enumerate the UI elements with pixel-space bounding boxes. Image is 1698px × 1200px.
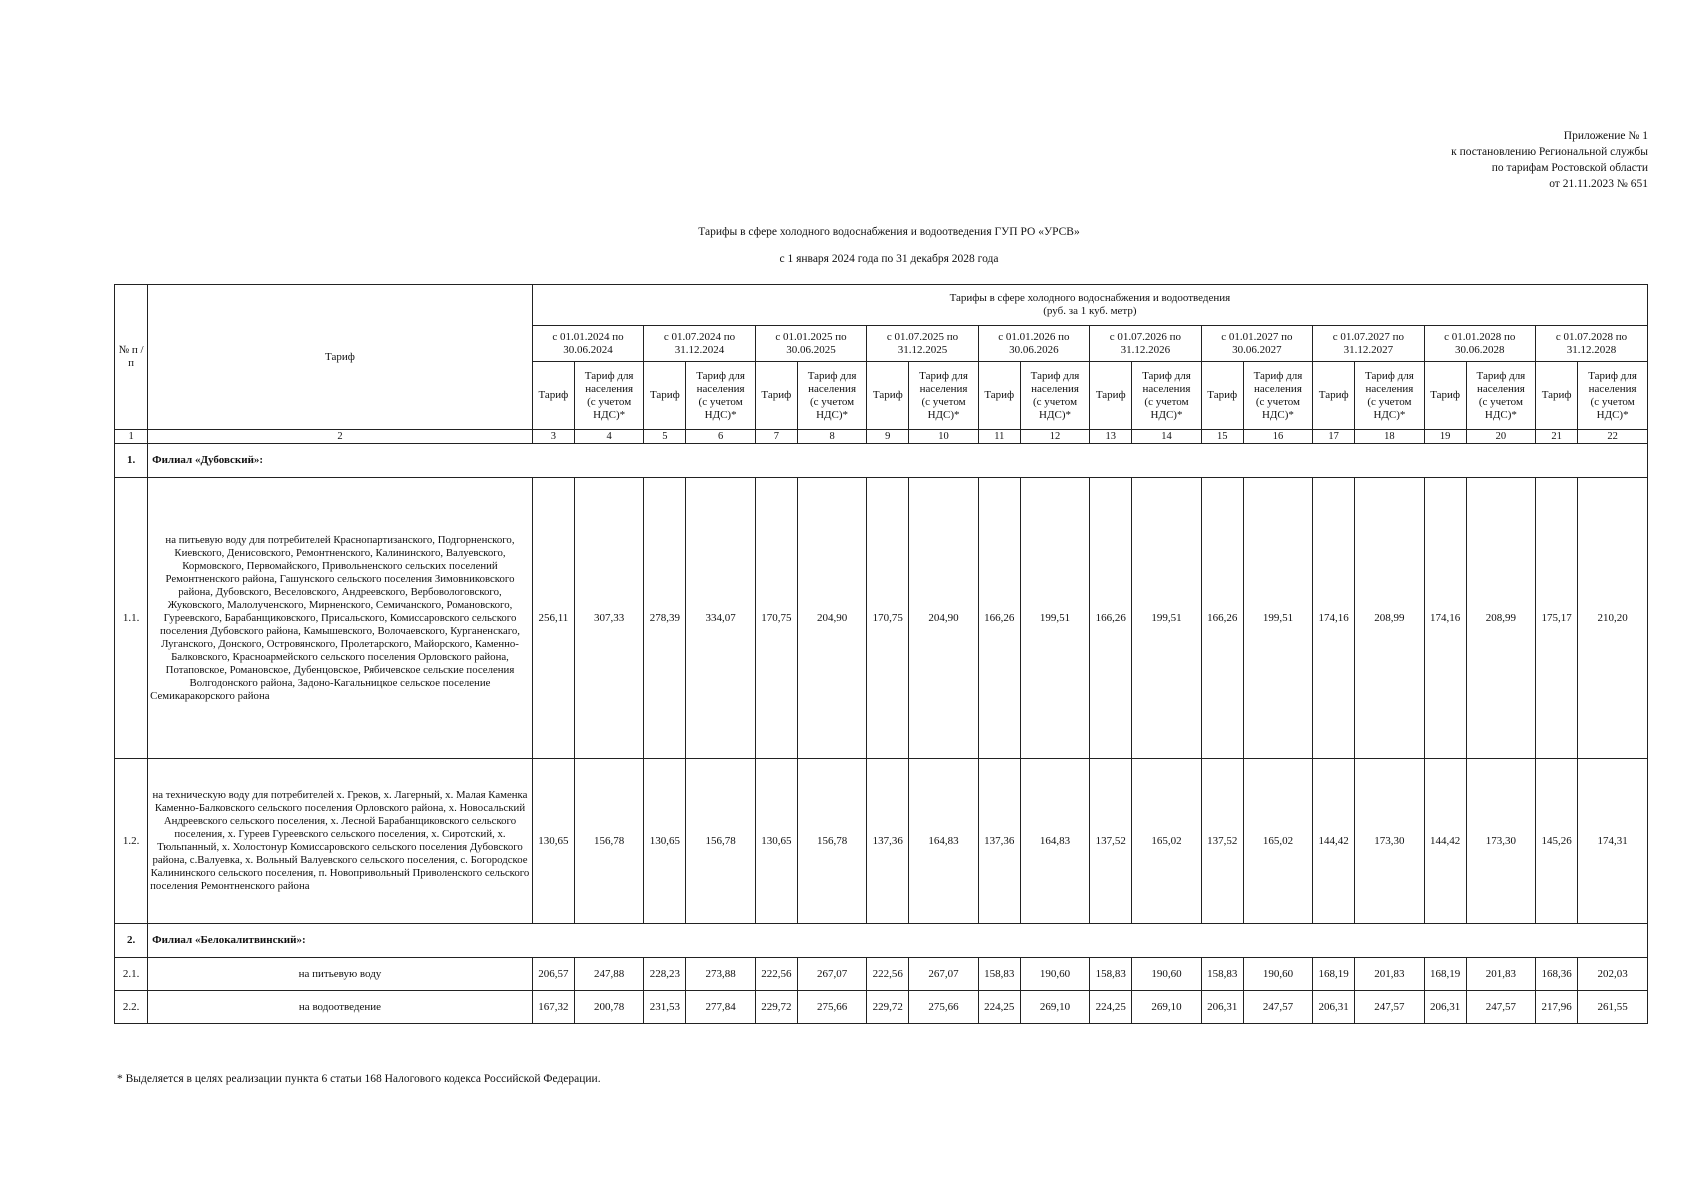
row-number: 2.2.: [115, 991, 148, 1024]
value-cell: 156,78: [797, 759, 866, 924]
period-header: [978, 326, 1089, 362]
row-number: 1.1.: [115, 478, 148, 759]
subheader-line: НДС)*: [704, 408, 737, 421]
value-cell: 201,83: [1355, 958, 1424, 991]
value-cell: 267,07: [797, 958, 866, 991]
header-group-line-2: (руб. за 1 куб. метр): [1043, 305, 1137, 317]
branch-row-2: [115, 924, 1648, 958]
column-number: 21: [1536, 430, 1578, 444]
column-number: 22: [1578, 430, 1648, 444]
value-cell: 222,56: [755, 958, 797, 991]
table-row: [115, 478, 1648, 759]
value-cell: 206,31: [1424, 991, 1466, 1024]
footnote: * Выделяется в целях реализации пункта 6 статьи 168 Налогового кодекса Российской Федерации.: [117, 1073, 601, 1085]
subheader-population-tariff: [1466, 362, 1535, 430]
table-row: [115, 958, 1648, 991]
header-group-line-1: Тарифы в сфере холодного водоснабжения и водоотведения: [949, 292, 1231, 304]
period-header: [1201, 326, 1312, 362]
value-cell: 206,31: [1313, 991, 1355, 1024]
subheader-population-tariff: [1132, 362, 1201, 430]
value-cell: 208,99: [1466, 478, 1535, 759]
value-cell: 229,72: [755, 991, 797, 1024]
value-cell: 167,32: [532, 991, 574, 1024]
column-number: 18: [1355, 430, 1424, 444]
value-cell: 277,84: [686, 991, 755, 1024]
value-cell: 217,96: [1536, 991, 1578, 1024]
column-number: 13: [1090, 430, 1132, 444]
subheader-line: (с учетом: [1144, 395, 1189, 408]
period-to: 31.12.2024: [674, 343, 725, 356]
subheader-line: населения: [808, 382, 856, 395]
subheader-tariff: Тариф: [532, 362, 574, 430]
subheader-line: Тариф для: [1253, 369, 1303, 382]
value-cell: 199,51: [1132, 478, 1201, 759]
row-description: на питьевую воду для потребителей Краснопартизанского, Подгорненского, Киевского, Денисовского, Ремонтненского, Калининского, Валуевского, Кормовского, Первомайского, Привольненского сельских поселений Ремонтненского района, Гашунского сельского поселения Зимовниковского района, Дубовского, Веселовского, Андреевского, Вербовологовского, Жуковского, Малолученского, Мирненского, Семичанского, Романовского, Гуреевского, Барабанщиковского, Присальского, Комиссаровского сельского поселения Дубовского района, Камышевского, Волочаевского, Курганенскаго, Луганского, Донского, Островянского, Пролетарского, Майорского, Каменно-Балковского, Красноармейского сельского поселения Орловского района, Потаповское, Романовское, Дубенцовское, Рябичевское сельские поселения Волгодонского района, Задоно-Кагальницкое сельское поселение Семикаракорского района: [148, 478, 533, 759]
subheader-line: населения: [585, 382, 634, 395]
column-number: 1: [115, 430, 148, 444]
period-header: [644, 326, 755, 362]
value-cell: 190,60: [1243, 958, 1312, 991]
subheader-population-tariff: [1243, 362, 1312, 430]
value-cell: 275,66: [909, 991, 978, 1024]
column-number: 17: [1313, 430, 1355, 444]
period-header: [755, 326, 866, 362]
appendix-header: [1451, 128, 1648, 192]
subheader-line: НДС)*: [593, 408, 626, 421]
period-header: [1313, 326, 1424, 362]
subheader-line: населения: [1254, 382, 1302, 395]
table-row: [115, 991, 1648, 1024]
value-cell: 224,25: [978, 991, 1020, 1024]
column-number: 7: [755, 430, 797, 444]
value-cell: 334,07: [686, 478, 755, 759]
value-cell: 130,65: [644, 759, 686, 924]
value-cell: 231,53: [644, 991, 686, 1024]
column-number: 9: [867, 430, 909, 444]
value-cell: 170,75: [755, 478, 797, 759]
value-cell: 247,88: [574, 958, 643, 991]
period-header: [1090, 326, 1201, 362]
appendix-line-4: от 21.11.2023 № 651: [1549, 178, 1648, 190]
document-subtitle: с 1 января 2024 года по 31 декабря 2028 года: [779, 253, 999, 265]
value-cell: 174,16: [1424, 478, 1466, 759]
column-number: 12: [1020, 430, 1089, 444]
value-cell: 173,30: [1355, 759, 1424, 924]
value-cell: 273,88: [686, 958, 755, 991]
subheader-line: Тариф для: [1142, 369, 1191, 382]
value-cell: 168,19: [1313, 958, 1355, 991]
value-cell: 256,11: [532, 478, 574, 759]
subheader-line: Тариф для: [696, 369, 745, 382]
subheader-line: (с учетом: [698, 395, 743, 408]
period-from: с 01.07.2028 по: [1555, 330, 1628, 343]
column-number: 11: [978, 430, 1020, 444]
value-cell: 267,07: [909, 958, 978, 991]
period-header: [867, 326, 978, 362]
subheader-line: населения: [696, 382, 745, 395]
value-cell: 247,57: [1243, 991, 1312, 1024]
branch-number: 1.: [115, 444, 148, 478]
period-to: 30.06.2025: [786, 343, 836, 356]
period-header: [1536, 326, 1648, 362]
subheader-line: (с учетом: [1032, 395, 1078, 408]
subheader-tariff: Тариф: [1201, 362, 1243, 430]
value-cell: 173,30: [1466, 759, 1535, 924]
period-to: 31.12.2025: [897, 343, 948, 356]
value-cell: 137,52: [1201, 759, 1243, 924]
subheader-line: Тариф для: [1588, 369, 1637, 382]
value-cell: 247,57: [1466, 991, 1535, 1024]
value-cell: 165,02: [1132, 759, 1201, 924]
value-cell: 156,78: [574, 759, 643, 924]
value-cell: 199,51: [1243, 478, 1312, 759]
subheader-tariff: Тариф: [1536, 362, 1578, 430]
period-from: с 01.07.2026 по: [1109, 330, 1182, 343]
subheader-line: населения: [1588, 382, 1637, 395]
period-header: [1424, 326, 1535, 362]
value-cell: 174,16: [1313, 478, 1355, 759]
value-cell: 190,60: [1132, 958, 1201, 991]
value-cell: 224,25: [1090, 991, 1132, 1024]
tariff-table: [114, 284, 1648, 1024]
value-cell: 206,57: [532, 958, 574, 991]
period-from: с 01.07.2027 по: [1332, 330, 1404, 343]
column-number: 14: [1132, 430, 1201, 444]
value-cell: 210,20: [1578, 478, 1648, 759]
period-from: с 01.01.2025 по: [775, 330, 847, 343]
value-cell: 164,83: [909, 759, 978, 924]
subheader-tariff: Тариф: [1313, 362, 1355, 430]
appendix-line-1: Приложение № 1: [1563, 130, 1648, 142]
subheader-population-tariff: [797, 362, 866, 430]
value-cell: 156,78: [686, 759, 755, 924]
value-cell: 201,83: [1466, 958, 1535, 991]
value-cell: 199,51: [1020, 478, 1089, 759]
subheader-population-tariff: [574, 362, 643, 430]
value-cell: 164,83: [1020, 759, 1089, 924]
value-cell: 158,83: [978, 958, 1020, 991]
subheader-line: НДС)*: [1484, 408, 1517, 421]
period-to: 30.06.2028: [1455, 343, 1505, 356]
value-cell: 137,36: [978, 759, 1020, 924]
subheader-tariff: Тариф: [1424, 362, 1466, 430]
branch-name: Филиал «Дубовский»:: [148, 444, 1648, 478]
subheader-line: НДС)*: [1261, 408, 1294, 421]
value-cell: 206,31: [1201, 991, 1243, 1024]
value-cell: 222,56: [867, 958, 909, 991]
subheader-line: населения: [1365, 382, 1414, 395]
subheader-population-tariff: [1578, 362, 1648, 430]
subheader-tariff: Тариф: [755, 362, 797, 430]
value-cell: 145,26: [1536, 759, 1578, 924]
period-to: 31.12.2027: [1343, 343, 1394, 356]
value-cell: 204,90: [909, 478, 978, 759]
subheader-line: (с учетом: [1478, 395, 1523, 408]
column-number: 19: [1424, 430, 1466, 444]
value-cell: 168,19: [1424, 958, 1466, 991]
subheader-line: НДС)*: [927, 408, 960, 421]
subheader-line: населения: [1476, 382, 1525, 395]
subheader-line: Тариф для: [584, 369, 634, 382]
value-cell: 200,78: [574, 991, 643, 1024]
branch-name: Филиал «Белокалитвинский»:: [148, 924, 1648, 958]
value-cell: 190,60: [1020, 958, 1089, 991]
value-cell: 202,03: [1578, 958, 1648, 991]
column-number: 2: [148, 430, 533, 444]
row-number: 2.1.: [115, 958, 148, 991]
subheader-population-tariff: [909, 362, 978, 430]
value-cell: 137,52: [1090, 759, 1132, 924]
subheader-line: населения: [1142, 382, 1191, 395]
subheader-line: (с учетом: [921, 395, 966, 408]
value-cell: 158,83: [1090, 958, 1132, 991]
value-cell: 165,02: [1243, 759, 1312, 924]
column-number: 6: [686, 430, 755, 444]
subheader-line: Тариф для: [1476, 369, 1526, 382]
value-cell: 130,65: [532, 759, 574, 924]
header-tariff: Тариф: [148, 285, 533, 430]
value-cell: 144,42: [1313, 759, 1355, 924]
subheader-line: (с учетом: [1590, 395, 1635, 408]
column-number: 3: [532, 430, 574, 444]
value-cell: 158,83: [1201, 958, 1243, 991]
subheader-population-tariff: [1020, 362, 1089, 430]
subheader-tariff: Тариф: [978, 362, 1020, 430]
value-cell: 269,10: [1020, 991, 1089, 1024]
subheader-line: (с учетом: [587, 395, 632, 408]
period-from: с 01.01.2027 по: [1221, 330, 1293, 343]
subheader-line: НДС)*: [1150, 408, 1183, 421]
value-cell: 228,23: [644, 958, 686, 991]
header-number: № п /п: [115, 285, 148, 430]
period-from: с 01.07.2025 по: [886, 330, 959, 343]
row-description: на техническую воду для потребителей х. Греков, х. Лагерный, х. Малая Каменка Каменно-Балковского сельского поселения Орловского района, х. Новосальский Андреевского сельского поселения, х. Лесной Барабанщиковского сельского поселения, х. Гуреев Гуреевского сельского поселения, х. Сиротский, х. Тюльпанный, х. Холостонур Комиссаровского сельского поселения Дубовского района, с.Валуевка, х. Вольный Валуевского сельского поселения, с. Богородское Калининского сельского поселения, п. Новопривольный Приволенского сельского поселения Ремонтненского района: [148, 759, 533, 924]
subheader-population-tariff: [1355, 362, 1424, 430]
period-to: 31.12.2026: [1120, 343, 1171, 356]
column-number: 20: [1466, 430, 1535, 444]
value-cell: 175,17: [1536, 478, 1578, 759]
subheader-line: населения: [919, 382, 968, 395]
header-group: [532, 285, 1647, 326]
value-cell: 168,36: [1536, 958, 1578, 991]
subheader-tariff: Тариф: [1090, 362, 1132, 430]
subheader-line: (с учетом: [810, 395, 855, 408]
period-to: 30.06.2027: [1232, 343, 1282, 356]
value-cell: 166,26: [978, 478, 1020, 759]
subheader-line: НДС)*: [1373, 408, 1406, 421]
value-cell: 278,39: [644, 478, 686, 759]
value-cell: 170,75: [867, 478, 909, 759]
row-number: 1.2.: [115, 759, 148, 924]
subheader-line: (с учетом: [1255, 395, 1300, 408]
value-cell: 130,65: [755, 759, 797, 924]
column-number: 5: [644, 430, 686, 444]
subheader-line: Тариф для: [1030, 369, 1080, 382]
subheader-line: Тариф для: [1365, 369, 1414, 382]
value-cell: 229,72: [867, 991, 909, 1024]
value-cell: 275,66: [797, 991, 866, 1024]
appendix-line-2: к постановлению Региональной службы: [1451, 146, 1648, 158]
period-to: 30.06.2026: [1009, 343, 1059, 356]
period-header: [532, 326, 643, 362]
period-to: 30.06.2024: [563, 343, 613, 356]
value-cell: 174,31: [1578, 759, 1648, 924]
period-from: с 01.01.2028 по: [1444, 330, 1516, 343]
value-cell: 307,33: [574, 478, 643, 759]
subheader-population-tariff: [686, 362, 755, 430]
subheader-tariff: Тариф: [867, 362, 909, 430]
subheader-line: (с учетом: [1367, 395, 1412, 408]
value-cell: 269,10: [1132, 991, 1201, 1024]
value-cell: 247,57: [1355, 991, 1424, 1024]
column-number: 16: [1243, 430, 1312, 444]
value-cell: 204,90: [797, 478, 866, 759]
period-to: 31.12.2028: [1566, 343, 1617, 356]
branch-row-1: [115, 444, 1648, 478]
value-cell: 261,55: [1578, 991, 1648, 1024]
value-cell: 166,26: [1201, 478, 1243, 759]
document-title: Тарифы в сфере холодного водоснабжения и водоотведения ГУП РО «УРСВ»: [698, 226, 1080, 238]
table-row: [115, 759, 1648, 924]
subheader-line: Тариф для: [807, 369, 857, 382]
value-cell: 166,26: [1090, 478, 1132, 759]
subheader-tariff: Тариф: [644, 362, 686, 430]
column-number: 10: [909, 430, 978, 444]
subheader-line: Тариф для: [919, 369, 968, 382]
subheader-line: НДС)*: [1039, 408, 1071, 421]
appendix-line-3: по тарифам Ростовской области: [1491, 162, 1648, 174]
value-cell: 137,36: [867, 759, 909, 924]
period-from: с 01.01.2026 по: [998, 330, 1070, 343]
subheader-line: населения: [1031, 382, 1079, 395]
value-cell: 208,99: [1355, 478, 1424, 759]
column-number: 4: [574, 430, 643, 444]
branch-number: 2.: [115, 924, 148, 958]
subheader-line: НДС)*: [816, 408, 849, 421]
column-number: 15: [1201, 430, 1243, 444]
row-description: на питьевую воду: [148, 958, 533, 991]
subheader-line: НДС)*: [1596, 408, 1629, 421]
period-from: с 01.07.2024 по: [663, 330, 736, 343]
column-number: 8: [797, 430, 866, 444]
period-from: с 01.01.2024 по: [552, 330, 624, 343]
row-description: на водоотведение: [148, 991, 533, 1024]
value-cell: 144,42: [1424, 759, 1466, 924]
